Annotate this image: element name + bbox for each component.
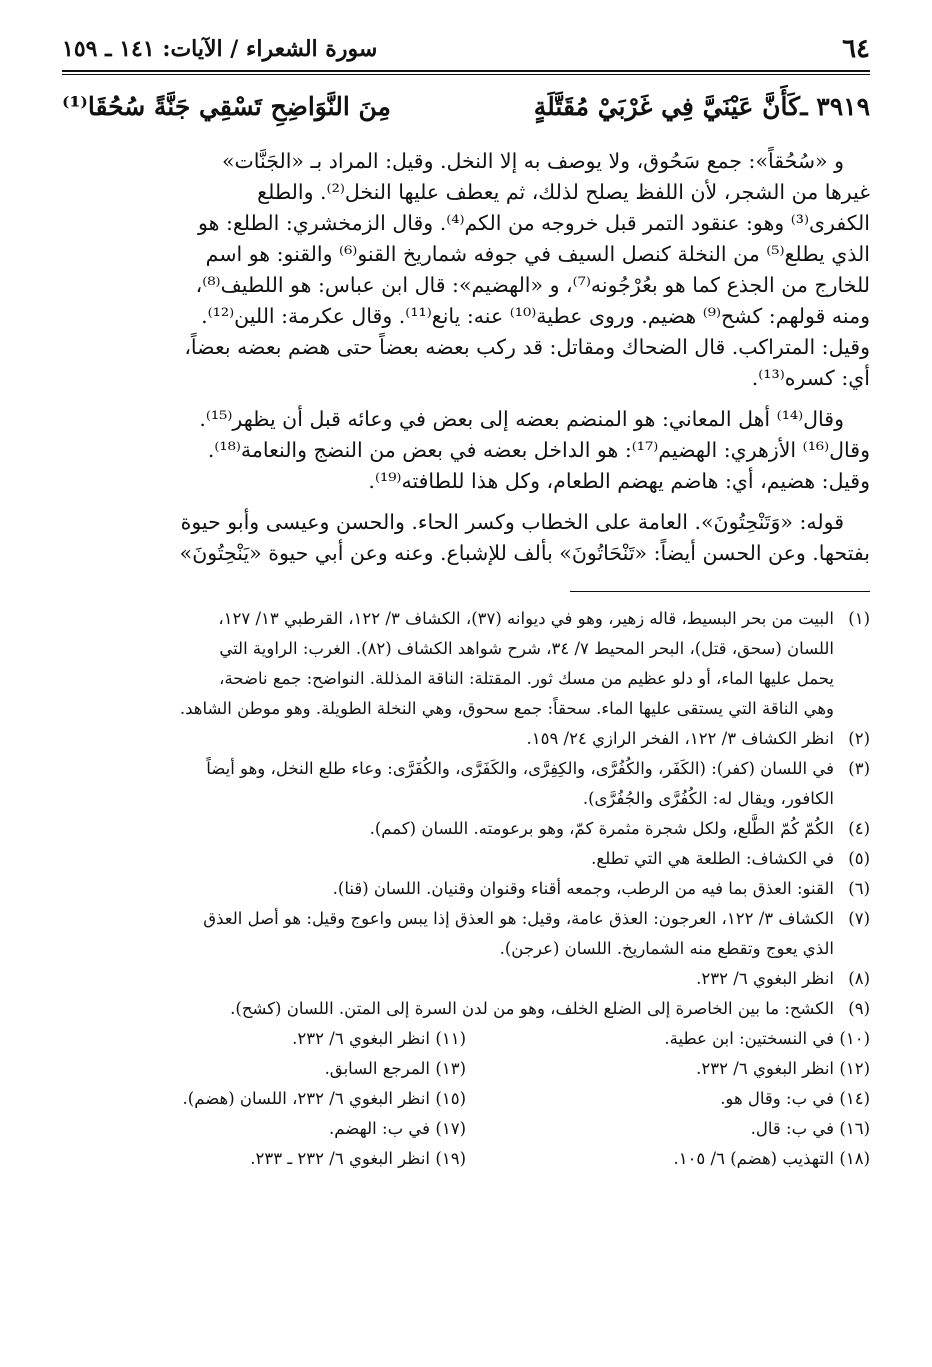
- text-line: الكفرى⁽³⁾ وهو: عنقود التمر قبل خروجه من الكم⁽⁴⁾. وقال الزمخشري: الطلع: هو: [198, 211, 870, 235]
- footnote-text: الكُمّ كُمّ الطَّلع، ولكل شجرة مثمرة كمّ، وهو برعومته. اللسان (كمم).: [369, 819, 834, 838]
- paragraph: [62, 507, 870, 569]
- main-text: [62, 146, 870, 569]
- footnote-text: في ب: الهضم.: [329, 1119, 430, 1138]
- footnote-number: (١٨): [839, 1149, 870, 1168]
- footnote: [62, 1084, 466, 1114]
- footnote-text: انظر البغوي ٦/ ٢٣٢ ـ ٢٣٣.: [250, 1149, 430, 1168]
- footnote-text: انظر البغوي ٦/ ٢٣٢، اللسان (هضم).: [182, 1089, 430, 1108]
- footnote-pair: [62, 1024, 870, 1054]
- text-line: للخارج من الجذع كما هو بعُرْجُونه⁽⁷⁾، و «الهضيم»: قال ابن عباس: هو اللطيف⁽⁸⁾،: [195, 273, 870, 297]
- footnote-text: في ب: وقال هو.: [720, 1089, 834, 1108]
- footnote-text: في اللسان (كفر): (الكَفَر، والكُفُرَّى، والكِفِرَّى، والكَفَرَّى، والكُفَرَّى: وعاء طلع النخل، وهو أيضاً الكافور، ويقال له: الكُفُرَّى والجُفُرَّى).: [206, 759, 834, 808]
- footnote-number: (١٧): [435, 1119, 466, 1138]
- footnote: [62, 724, 870, 754]
- footnote-pair: [62, 1144, 870, 1174]
- footnote-pair: [62, 1084, 870, 1114]
- footnote-pair: [62, 1114, 870, 1144]
- footnote: [62, 1114, 466, 1144]
- header-rule: [62, 70, 870, 72]
- footnote: [466, 1024, 870, 1054]
- footnote-text: في النسختين: ابن عطية.: [664, 1029, 834, 1048]
- page-number: ٦٤: [842, 34, 870, 64]
- footnote: [62, 844, 870, 874]
- text-line: غيرها من الشجر، لأن اللفظ يصلح لذلك، ثم يعطف عليها النخل⁽²⁾. والطلع: [257, 180, 870, 204]
- document-page: [62, 30, 870, 1367]
- footnote: [62, 994, 870, 1024]
- footnote-text: في ب: قال.: [750, 1119, 834, 1138]
- paragraph: [62, 404, 870, 497]
- footnote-text: البيت من بحر البسيط، قاله زهير، وهو في ديوانه (٣٧)، الكشاف ٣/ ١٢٢، القرطبي ١٣/ ١٢٧، اللسان (سحق، قتل)، البحر المحيط ٧/ ٣٤، شرح شواهد الكشاف (٨٢). الغرب: الراوية التي يحمل عليها الماء، أو دلو عظيم من مسك ثور. المقتلة: الناقة المذللة. النواضح: جمع ناضحة، وهي الناقة التي يستقى عليها الماء. سحقاً: جمع سحوق، وهي النخلة الطويلة. وهو موطن الشاهد.: [179, 609, 834, 718]
- footnote-number: (٧): [848, 909, 870, 928]
- footnote-text: الكشح: ما بين الخاصرة إلى الضلع الخلف، وهو من لدن السرة إلى المتن. اللسان (كشح).: [230, 999, 834, 1018]
- footnote-number: (١٩): [435, 1149, 466, 1168]
- footnote: [62, 604, 870, 724]
- footnote-pair: [62, 1054, 870, 1084]
- verse-second-hemistich: مِنَ النَّوَاضِحِ تَسْقِي جَنَّةً سُحُقَا⁽¹⁾: [62, 92, 391, 121]
- footnote-text: في الكشاف: الطلعة هي التي تطلع.: [591, 849, 834, 868]
- footnotes: [62, 604, 870, 1174]
- footnote-number: (٥): [848, 849, 870, 868]
- text-line: بفتحها. وعن الحسن أيضاً: «تَنْحَاتُونَ» بألف للإشباع. وعنه وعن أبي حيوة «يَنْحِتُونَ»: [179, 541, 870, 565]
- footnote-text: انظر البغوي ٦/ ٢٣٢.: [696, 1059, 834, 1078]
- footnote: [62, 1024, 466, 1054]
- footnote: [466, 1084, 870, 1114]
- footnote: [62, 1054, 466, 1084]
- footnote-number: (١٢): [839, 1059, 870, 1078]
- footnote-text: القنو: العذق بما فيه من الرطب، وجمعه أقناء وقنوان وقنيان. اللسان (قنا).: [332, 879, 834, 898]
- footnote-number: (٦): [848, 879, 870, 898]
- footnote: [62, 904, 870, 964]
- footnote-number: (١١): [435, 1029, 466, 1048]
- text-line: قوله: «وَتَنْحِتُونَ». العامة على الخطاب وكسر الحاء. والحسن وعيسى وأبو حيوة: [180, 510, 844, 534]
- footnote-number: (٤): [848, 819, 870, 838]
- verse-number: ٣٩١٩ ـ: [800, 92, 870, 121]
- footnote-text: انظر البغوي ٦/ ٢٣٢.: [292, 1029, 430, 1048]
- footnote-text: انظر البغوي ٦/ ٢٣٢.: [696, 969, 834, 988]
- footnote: [466, 1114, 870, 1144]
- text-line: وقيل: هضيم، أي: هاضم يهضم الطعام، وكل هذا للطافته⁽¹⁹⁾.: [368, 469, 870, 493]
- text-line: أي: كسره⁽¹³⁾.: [751, 366, 870, 390]
- footnote-number: (١٦): [839, 1119, 870, 1138]
- text-line: وقيل: المتراكب. قال الضحاك ومقاتل: قد ركب بعضه بعضاً حتى هضم بعضه بعضاً،: [184, 335, 870, 359]
- page-header: [62, 30, 870, 72]
- text-line: و «سُحُقاً»: جمع سَحُوق، ولا يوصف به إلا النخل. وقيل: المراد بـ «الجَنَّات»: [221, 149, 844, 173]
- header-rule-thin: [62, 74, 870, 75]
- footnote-separator: [570, 591, 870, 592]
- footnote: [62, 814, 870, 844]
- text-line: ومنه قولهم: كشح⁽⁹⁾ هضيم. وروى عطية⁽¹⁰⁾ عنه: يانع⁽¹¹⁾. وقال عكرمة: اللين⁽¹²⁾.: [201, 304, 870, 328]
- footnote-number: (١٠): [839, 1029, 870, 1048]
- footnote-text: التهذيب (هضم) ٦/ ١٠٥.: [673, 1149, 834, 1168]
- footnote: [466, 1144, 870, 1174]
- footnote: [62, 1144, 466, 1174]
- text-line: وقال⁽¹⁴⁾ أهل المعاني: هو المنضم بعضه إلى بعض في وعائه قبل أن يظهر⁽¹⁵⁾.: [199, 407, 844, 431]
- footnote-number: (١٤): [839, 1089, 870, 1108]
- footnote-number: (١٥): [435, 1089, 466, 1108]
- footnote-number: (٨): [848, 969, 870, 988]
- verse-first-hemistich: كَأَنَّ عَيْنَيَّ فِي غَرْبَيْ مُقَتَّلَةٍ: [533, 92, 800, 121]
- footnote: [62, 964, 870, 994]
- paragraph: [62, 146, 870, 394]
- running-title: سورة الشعراء / الآيات: ١٤١ ـ ١٥٩: [62, 36, 378, 62]
- footnote-number: (٩): [848, 999, 870, 1018]
- text-line: الذي يطلع⁽⁵⁾ من النخلة كنصل السيف في جوفه شماريخ القنو⁽⁶⁾ والقنو: هو اسم: [205, 242, 870, 266]
- footnote-text: المرجع السابق.: [324, 1059, 430, 1078]
- footnote: [62, 754, 870, 814]
- footnote-number: (٢): [848, 729, 870, 748]
- footnote: [466, 1054, 870, 1084]
- footnote-text: انظر الكشاف ٣/ ١٢٢، الفخر الرازي ٢٤/ ١٥٩.: [526, 729, 834, 748]
- footnote-number: (٣): [848, 759, 870, 778]
- footnote-text: الكشاف ٣/ ١٢٢، العرجون: العذق عامة، وقيل: هو العذق إذا يبس واعوج وقيل: هو أصل العذق الذي يعوج وتقطع منه الشماريخ. اللسان (عرجن).: [203, 909, 834, 958]
- footnote-number: (١٣): [435, 1059, 466, 1078]
- poetry-verse: [62, 92, 870, 146]
- footnote-number: (١): [848, 609, 870, 628]
- text-line: وقال⁽¹⁶⁾ الأزهري: الهضيم⁽¹⁷⁾: هو الداخل بعضه في بعض من النضج والنعامة⁽¹⁸⁾.: [207, 438, 870, 462]
- footnote: [62, 874, 870, 904]
